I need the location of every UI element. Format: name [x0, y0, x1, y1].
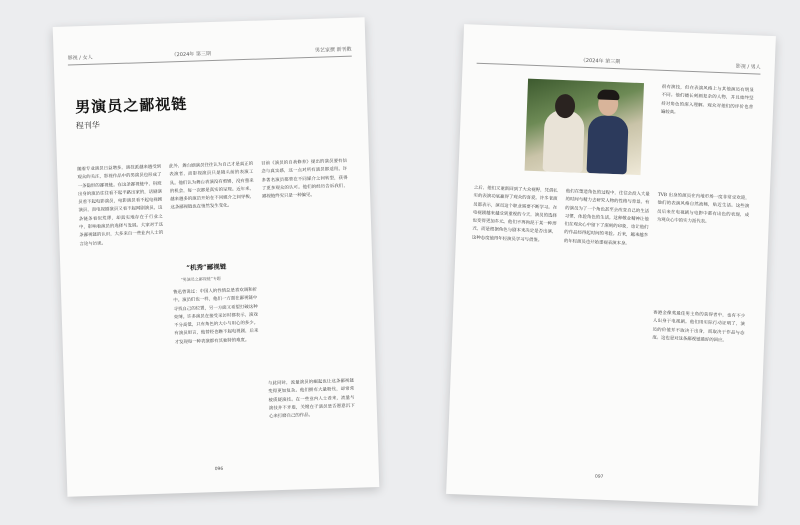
text-column-1: 之后，他们又重新回到了大众视野，凭借扎实的表演功底赢得了观众的喜爱。许多老演员都表示，演员这个职业需要不断学习。在电视剧越来越受到重视的今天，演员的选择也变得更加多元。他们不再拘泥于某一种形式，而是根据角色与剧本来决定是否出演，这种态度值得年轻演员学习与借鉴。: [471, 185, 558, 244]
page-number: 097: [594, 474, 604, 480]
running-head-center: 《2024年 第三期: [171, 51, 212, 59]
text-column-3b: 与此同时，流量演员的崛起也让这条鄙视链变得更加复杂。他们拥有大量粉丝，却常常被质疑演技。在一些业内人士看来，流量与演技并不矛盾，关键在于演员是否愿意沉下心来打磨自己的作品。: [267, 378, 355, 420]
text-column-3: 目前《演员的自我修养》提出的演员要有信念与真实感，这一点对所有演员都适用。许多著名演员都曾在不同媒介之间转型，获得了更多观众的认可。他们的经历告诉我们，鄙视链终究只是一种偏见。: [261, 158, 348, 200]
text-column-2b: 鲁迅曾说过：中国人的性情总是喜欢调和折中。演员们也一样，他们一方面在鄙视链中寻找自己的位置，另一方面又希望打破这种束缚。许多演员在接受采访时都表示，演戏不分高低，只有角色的大小与用心的多少。有演员坦言，他曾经也瞧不起电视剧，后来才发现每一种表演都有其独特的难度。: [173, 287, 259, 346]
article-title: 男演员之鄙视链: [74, 94, 188, 117]
text-column-3: TVB 出身的演员在内地市场一度非常受欢迎，他们的表演风格自然流畅，贴近生活。这些演员后来在电视剧与电影中都有出色的表现，成为观众心中的实力派代表。: [656, 192, 750, 225]
subhead-byline: “男演员之鄙视链”专题: [180, 275, 221, 283]
actor-figure: [587, 115, 629, 174]
author-byline: 程刊华: [75, 120, 100, 131]
right-page: [446, 24, 776, 506]
text-column-3b: 香港金像奖最佳男主角的获得者中，也有不少人出身于电视剧。他们用实际行动证明了，演员的价值并不取决于出身，而取决于作品与态度。这也是对这条鄙视链最好的回应。: [652, 310, 746, 344]
page-number: 096: [214, 466, 224, 473]
subhead: “机秀”鄙视链: [186, 262, 227, 272]
actress-figure: [543, 109, 585, 172]
left-page: [53, 17, 380, 497]
text-column-3-top: 很有演技，但在表演风格上与其他演员有明显不同。他们擅长刻画复杂的人物，并且始终坚持对角色的深入理解。观众对他们的评价也普遍较高。: [660, 84, 754, 116]
running-head-right: 男艺家撰 新刊散: [314, 46, 352, 54]
running-head-left: 影视 / 女人: [67, 54, 93, 62]
header-rule: [68, 56, 352, 66]
text-column-1: 随着专业演员日益增多，演技派越来越受到观众的关注，影视作品中的男演员也形成了一条隐形的鄙视链。在这条鄙视链中，科班出身的演员往往看不起半路出家的，话剧演员看不起电影演员，电影演员看不起电视剧演员，而电视剧演员又看不起网剧演员。这条链条看似荒谬，却真实地存在于行业之中，影响着演员的选择与发展。大家对于这条鄙视链的认识，大多来自一些业内人士的言论与访谈。: [77, 164, 164, 247]
text-column-2: 他们在塑造角色的过程中，往往会投入大量的时间与精力去研究人物的性格与背景。有的演员为了一个角色甚至会改变自己的生活习惯，体验角色的生活。这种敬业精神让他们在观众心中留下了深刻的印象，也让他们的作品经得起时间的考验。后来，越来越多的年轻演员也开始重视表演本身。: [563, 189, 650, 247]
running-head-right: 影视 / 男人: [735, 63, 761, 71]
actor-hair: [597, 89, 619, 100]
running-head-center: 《2024年 第三期: [580, 57, 621, 66]
text-column-2: 此外，舞台剧演员往往认为自己才是真正的表演者，而影视演员只是镜头前的表演工具。他们认为舞台表演没有剪辑，没有重来的机会，每一次都是真实的呈现。近年来，越来越多的演员开始在不同媒介之间穿梭，这条鄙视链也在悄然发生变化。: [169, 161, 255, 211]
film-still-photo: [525, 79, 644, 175]
